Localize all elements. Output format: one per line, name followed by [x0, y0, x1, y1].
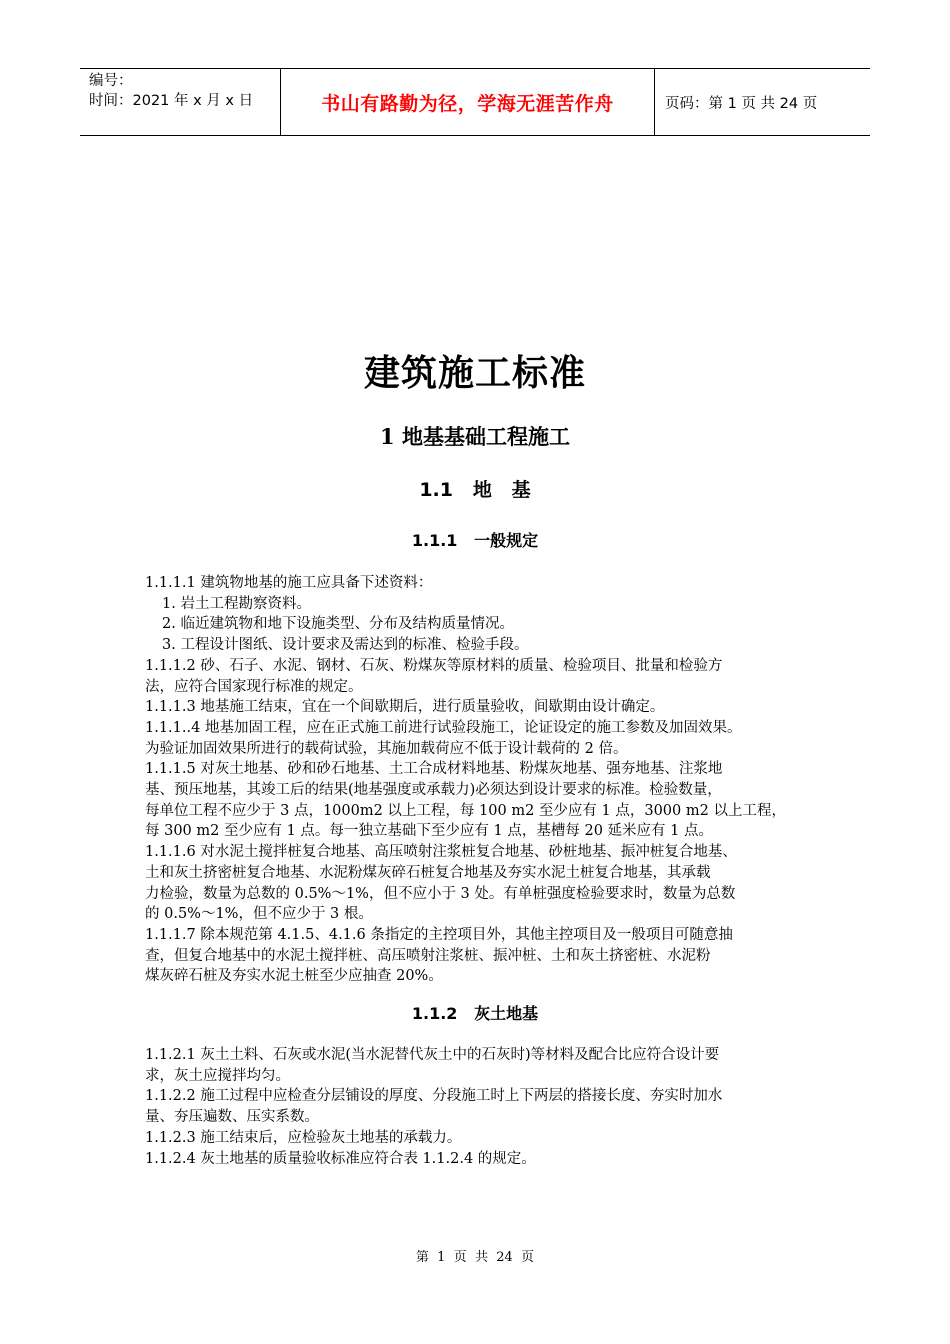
paragraph-line: 1.1.2.4 灰土地基的质量验收标准应符合表 1.1.2.4 的规定。	[145, 1150, 536, 1167]
paragraph-line: 1.1.1.2 砂、石子、水泥、钢材、石灰、粉煤灰等原材料的质量、检验项目、批量和检验方	[145, 657, 723, 674]
page-header	[80, 68, 870, 136]
paragraph-line: 1.1.2.2 施工过程中应检查分层铺设的厚度、分段施工时上下两层的搭接长度、夯实时加水	[145, 1088, 723, 1105]
paragraph-line: 1.1.1..4 地基加固工程，应在正式施工前进行试验段施工，论证设定的施工参数及加固效果。	[145, 719, 742, 736]
paragraph-line: 1.1.2.1 灰土土料、石灰或水泥(当水泥替代灰土中的石灰时)等材料及配合比应符合设计要	[145, 1047, 720, 1063]
page-footer: 第 1 页 共 24 页	[415, 1250, 535, 1265]
paragraph-line: 求，灰土应搅拌均匀。	[145, 1067, 290, 1084]
header-motto-cell	[281, 69, 655, 135]
subsection-heading-general: 1.1.1 一般规定	[411, 531, 539, 550]
subsection-heading-lime-soil: 1.1.2 灰土地基	[411, 1004, 539, 1023]
list-item: 3. 工程设计图纸、设计要求及需达到的标准、检验手段。	[162, 637, 529, 654]
paragraph-line: 煤灰碎石桩及夯实水泥土桩至少应抽查 20%。	[145, 968, 443, 985]
paragraph-line: 土和灰土挤密桩复合地基、水泥粉煤灰碎石桩复合地基及夯实水泥土桩复合地基，其承载	[145, 864, 711, 881]
document-title: 建筑施工标准	[363, 353, 586, 394]
section-heading: 1.1 地 基	[419, 479, 531, 501]
paragraph-line: 1.1.1.1 建筑物地基的施工应具备下述资料：	[145, 575, 433, 591]
paragraph-line: 1.1.1.6 对水泥土搅拌桩复合地基、高压喷射注浆桩复合地基、砂桩地基、振冲桩复合地基、	[145, 844, 737, 861]
paragraph-line: 法，应符合国家现行标准的规定。	[145, 678, 363, 695]
chapter-heading: 1 地基基础工程施工	[380, 424, 570, 449]
motto-text: 书山有路勤为径，学海无涯苦作舟	[321, 92, 614, 115]
header-meta-cell	[80, 69, 281, 135]
paragraph-line: 每单位工程不应少于 3 点，1000m2 以上工程，每 100 m2 至少应有 1 点，3000 m2 以上工程，	[145, 802, 786, 819]
page-label: 页码：第 1 页 共 24 页	[665, 95, 818, 112]
general-rules-block	[145, 573, 825, 987]
header-page-cell	[655, 69, 870, 135]
paragraph-line: 每 300 m2 至少应有 1 点。每一独立基础下至少应有 1 点，基槽每 20 延米应有 1 点。	[145, 823, 713, 840]
paragraph-line: 1.1.2.3 施工结束后，应检验灰土地基的承载力。	[145, 1129, 462, 1146]
paragraph-line: 为验证加固效果所进行的载荷试验，其施加载荷应不低于设计载荷的 2 倍。	[145, 740, 628, 757]
list-item: 2. 临近建筑物和地下设施类型、分布及结构质量情况。	[162, 616, 514, 633]
date-label: 时间：2021 年 x 月 x 日	[89, 93, 254, 109]
paragraph-line: 1.1.1.7 除本规范第 4.1.5、4.1.6 条指定的主控项目外，其他主控项目及一般项目可随意抽	[145, 926, 733, 943]
lime-soil-block	[145, 1045, 825, 1169]
paragraph-line: 力检验，数量为总数的 0.5%～1%，但不应小于 3 处。有单桩强度检验要求时，数量为总数	[145, 885, 736, 902]
list-item: 1. 岩土工程勘察资料。	[162, 595, 311, 612]
paragraph-line: 基、预压地基，其竣工后的结果(地基强度或承载力)必须达到设计要求的标准。检验数量，	[145, 782, 722, 799]
paragraph-line: 1.1.1.3 地基施工结束，宜在一个间歇期后，进行质量验收，间歇期由设计确定。	[145, 699, 665, 716]
paragraph-line: 查，但复合地基中的水泥土搅拌桩、高压喷射注浆桩、振冲桩、土和灰土挤密桩、水泥粉	[145, 947, 711, 964]
serial-label: 编号：	[89, 73, 133, 89]
paragraph-line: 1.1.1.5 对灰土地基、砂和砂石地基、土工合成材料地基、粉煤灰地基、强夯地基、注浆地	[145, 761, 723, 778]
paragraph-line: 量、夯压遍数、压实系数。	[145, 1109, 319, 1126]
paragraph-line: 的 0.5%～1%，但不应少于 3 根。	[145, 906, 373, 923]
